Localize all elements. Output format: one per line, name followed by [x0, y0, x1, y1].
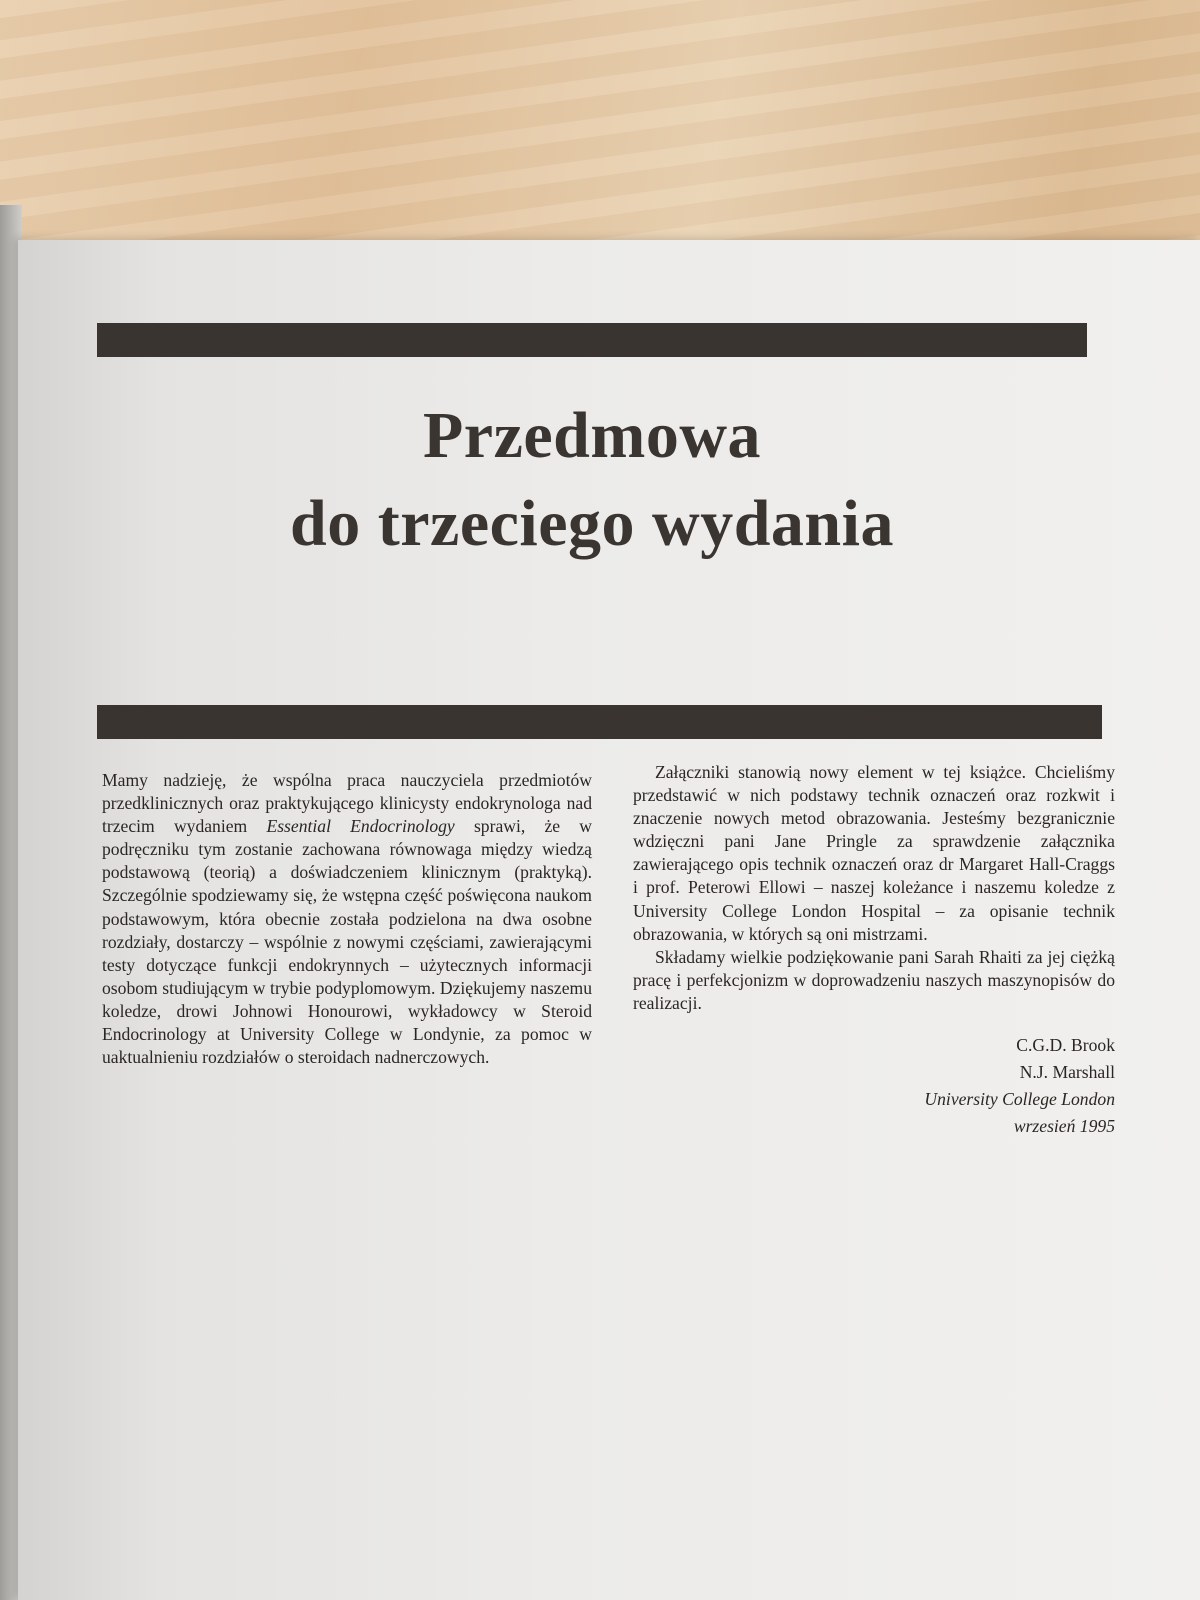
title-line-2: do trzeciego wydania [290, 487, 894, 560]
book-title-italic: Essential Endocrinology [266, 816, 455, 837]
table-surface [0, 0, 1200, 260]
right-paragraph-1: Załączniki stanowią nowy element w tej książce. Chcieliśmy przedstawić w nich podstawy technik oznaczeń oraz rozkwit i znaczenie nowych metod obrazowania. Jesteśmy bezgranicznie wdzięczni pani Jane Pringle za sprawdzenie załącznika zawierającego opis technik oznaczeń oraz dr Margaret Hall-Craggs i prof. Peterowi Ellowi – naszej koleżance i naszemu koledze z University College London Hospital – za opisanie technik obrazowania, w których są oni mistrzami. [633, 762, 1115, 944]
date: wrzesień 1995 [1013, 1116, 1115, 1137]
left-text-start: Mamy nadzieję, że wspólna praca nauczyciela przedmiotów przedklinicznych oraz praktykującego klinicysty endokrynologa nad trzecim wydaniem [102, 770, 592, 837]
author-1: C.G.D. Brook [1016, 1035, 1115, 1056]
left-paragraph [102, 769, 592, 1069]
header-rule [97, 323, 1087, 357]
right-paragraph-2: Składamy wielkie podziękowanie pani Sarah Rhaiti za jej ciężką pracę i perfekcjonizm w doprowadzeniu naszych maszynopisów do realizacji. [633, 946, 1115, 1013]
page-title [97, 392, 1087, 568]
right-column [633, 761, 1115, 1140]
institution: University College London [924, 1089, 1115, 1110]
left-text-end: sprawi, że w podręczniku tym zostanie zachowana równowaga między wiedzą podstawową (teorią) a doświadczeniem klinicznym (praktyką). Szczególnie spodziewamy się, że wstępna część poświęcona naukom podstawowym, która obecnie została podzielona na dwa osobne rozdziały, dostarczy – wspólnie z nowymi częściami, zawierającymi testy dotyczące funkcji endokrynnych – użytecznych informacji osobom studiującym w trybie podyplomowym. Dziękujemy naszemu koledze, drowi Johnowi Honourowi, wykładowcy w Steroid Endocrinology at University College w Londynie, za pomoc w uaktualnieniu rozdziałów o steroidach nadnerczowych. [102, 816, 592, 1068]
author-2: N.J. Marshall [1019, 1062, 1115, 1083]
section-rule [97, 705, 1102, 739]
left-column [102, 769, 592, 1069]
title-line-1: Przedmowa [422, 399, 762, 472]
signature-block [633, 1032, 1115, 1140]
